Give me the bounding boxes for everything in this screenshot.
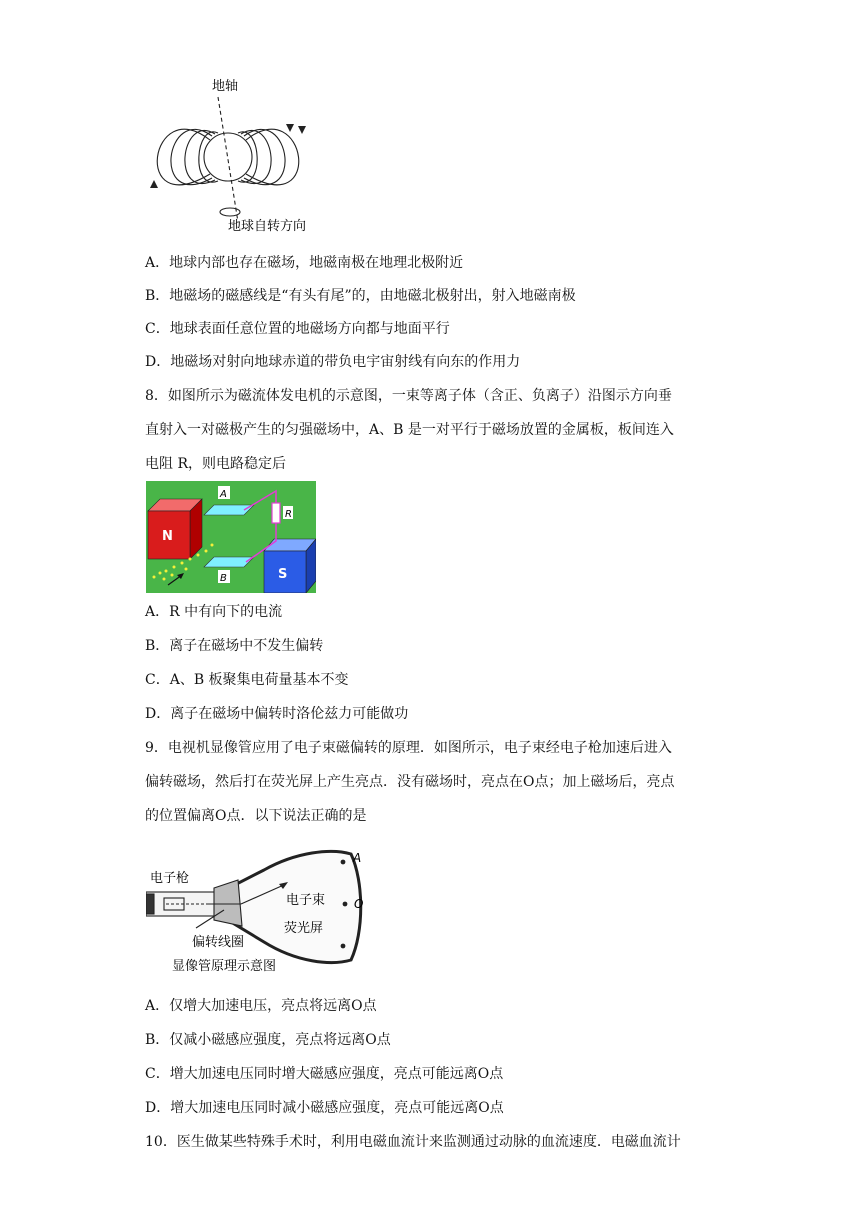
crt-figure xyxy=(146,842,376,977)
plate-a-label: A xyxy=(220,489,227,500)
screen-label: 荧光屏 xyxy=(284,921,324,936)
q9-option-d: D．增大加速电压同时减小磁感应强度，亮点可能远离O点 xyxy=(145,1100,504,1116)
q8-option-b: B．离子在磁场中不发生偏转 xyxy=(145,638,324,654)
q7-option-a: A．地球内部也存在磁场，地磁南极在地理北极附近 xyxy=(145,255,464,271)
rotation-label: 地球自转方向 xyxy=(228,219,307,234)
coil-label: 偏转线圈 xyxy=(192,935,245,950)
beam-label: 电子束 xyxy=(286,893,326,908)
point-o-dot xyxy=(343,902,348,907)
q8-option-c: C．A、B 板聚集电荷量基本不变 xyxy=(145,672,349,688)
q7-option-c: C．地球表面任意位置的地磁场方向都与地面平行 xyxy=(145,321,450,337)
point-a-label: A xyxy=(353,851,362,865)
q8-option-d: D．离子在磁场中偏转时洛伦兹力可能做功 xyxy=(145,706,409,722)
resistor xyxy=(272,503,280,523)
axis-label: 地轴 xyxy=(212,79,239,94)
q7-option-d: D．地磁场对射向地球赤道的带负电宇宙射线有向东的作用力 xyxy=(145,354,521,370)
q9-option-a: A．仅增大加速电压，亮点将远离O点 xyxy=(145,998,377,1014)
q10-stem-line1: 10．医生做某些特殊手术时，利用电磁血流计来监测通过动脉的血流速度．电磁血流计 xyxy=(145,1134,681,1150)
q9-option-b: B．仅减小磁感应强度，亮点将远离O点 xyxy=(145,1032,391,1048)
figure-caption: 显像管原理示意图 xyxy=(172,959,277,974)
q9-stem-line3: 的位置偏离O点．以下说法正确的是 xyxy=(145,808,367,824)
q7-option-b: B．地磁场的磁感线是“有头有尾”的，由地磁北极射出，射入地磁南极 xyxy=(145,288,576,304)
mhd-generator-figure xyxy=(146,481,316,593)
q8-stem-line3: 电阻 R，则电路稳定后 xyxy=(145,456,286,472)
q9-stem-line2: 偏转磁场，然后打在荧光屏上产生亮点．没有磁场时，亮点在O点；加上磁场后，亮点 xyxy=(145,774,675,790)
q9-option-c: C．增大加速电压同时增大磁感应强度，亮点可能远离O点 xyxy=(145,1066,504,1082)
q8-stem-line1: 8．如图所示为磁流体发电机的示意图，一束等离子体（含正、负离子）沿图示方向垂 xyxy=(145,388,672,404)
svg-text:N: N xyxy=(162,529,173,544)
q8-option-a: A．R 中有向下的电流 xyxy=(145,604,283,620)
north-magnet xyxy=(148,499,202,559)
plate-b-label: B xyxy=(220,573,227,584)
resistor-label: R xyxy=(285,509,292,520)
point-a-dot xyxy=(341,860,346,865)
q9-stem-line1: 9．电视机显像管应用了电子束磁偏转的原理．如图所示，电子束经电子枪加速后进入 xyxy=(145,740,672,756)
earth-magnetic-field-figure xyxy=(140,72,340,237)
south-magnet xyxy=(264,539,316,593)
q8-stem-line2: 直射入一对磁极产生的匀强磁场中，A、B 是一对平行于磁场放置的金属板，板间连入 xyxy=(145,422,674,438)
svg-text:S: S xyxy=(278,567,288,582)
earth-globe xyxy=(204,133,252,181)
point-o-label: O xyxy=(354,897,364,911)
gun-label: 电子枪 xyxy=(150,871,190,886)
